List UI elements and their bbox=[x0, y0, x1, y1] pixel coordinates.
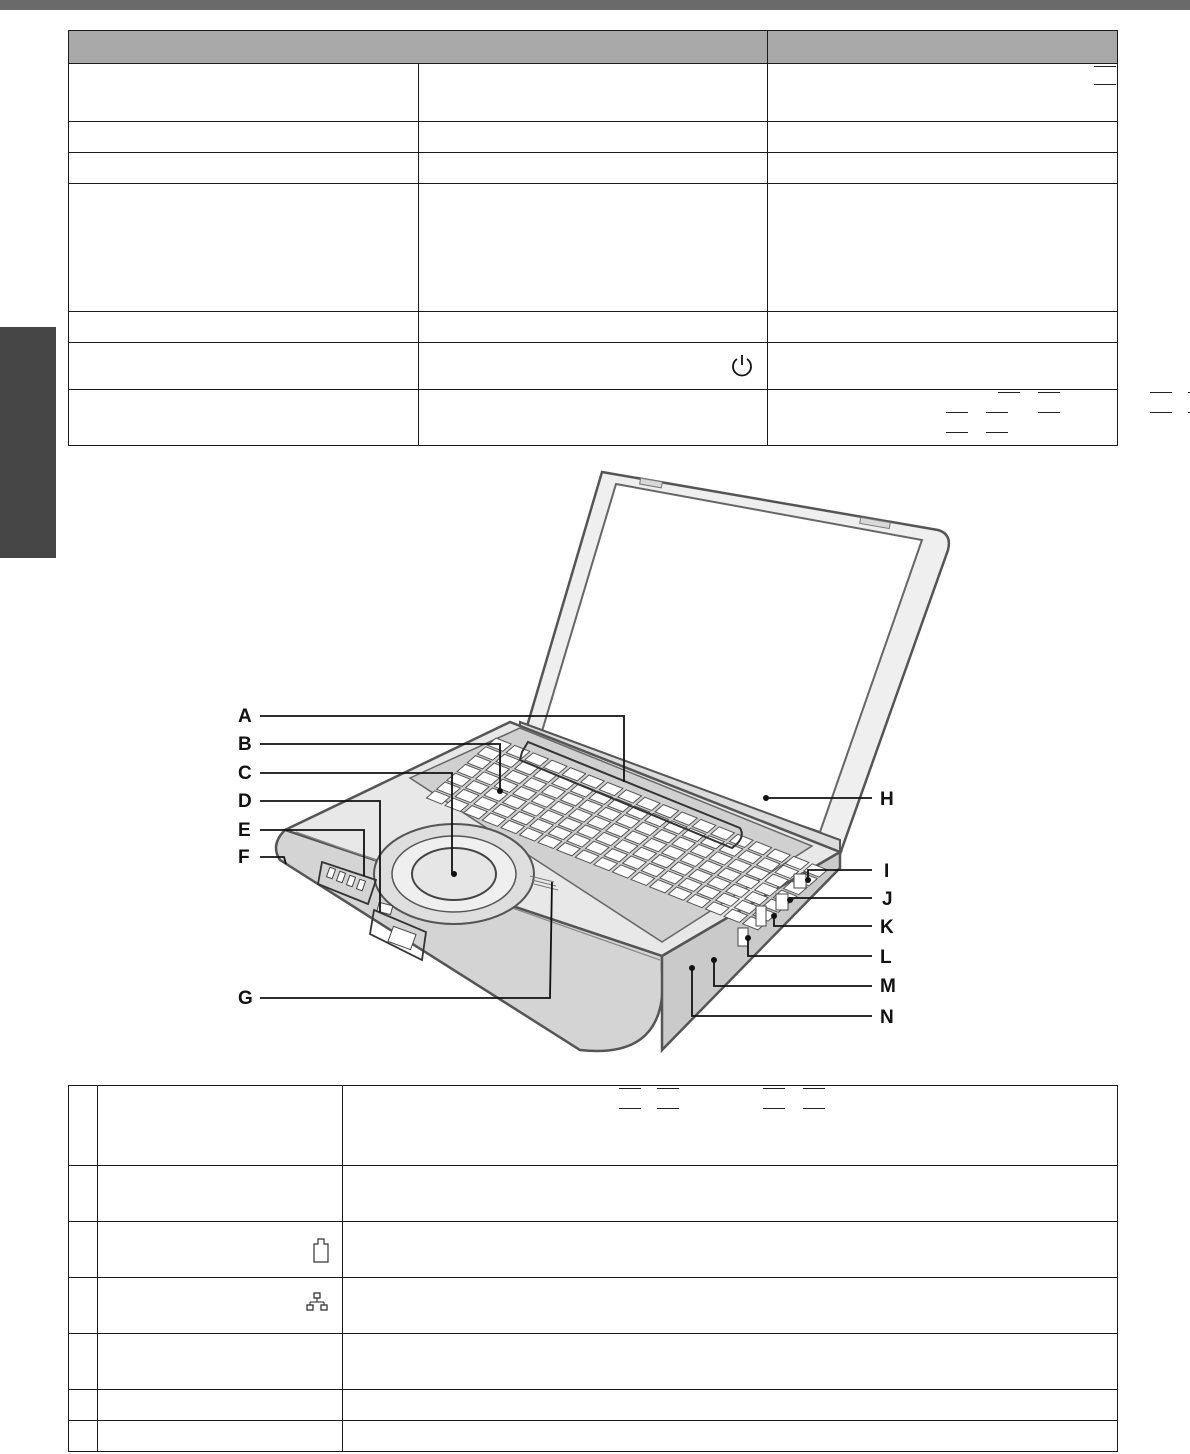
callout-label: H bbox=[880, 789, 894, 810]
lan-network-icon bbox=[306, 1292, 328, 1312]
table-row bbox=[69, 1086, 1118, 1166]
callout-label: K bbox=[880, 917, 894, 938]
callout-label: B bbox=[238, 734, 252, 755]
callout-label: C bbox=[238, 763, 252, 784]
modem-jack-icon bbox=[312, 1236, 330, 1264]
table-row bbox=[69, 1334, 1118, 1390]
key-underline bbox=[1094, 84, 1116, 85]
callout-label: L bbox=[880, 947, 892, 968]
callout-label: E bbox=[238, 820, 251, 841]
callout-label: D bbox=[238, 791, 252, 812]
callout-label: N bbox=[880, 1007, 894, 1028]
table-row bbox=[69, 122, 1118, 153]
callout-label: I bbox=[884, 861, 890, 882]
table-row bbox=[69, 343, 1118, 390]
callout-label: A bbox=[238, 706, 252, 727]
callout-label: J bbox=[882, 889, 893, 910]
table-row bbox=[69, 153, 1118, 184]
table-row bbox=[69, 1278, 1118, 1334]
table-header-desc-col bbox=[768, 31, 1118, 64]
table-row bbox=[69, 184, 1118, 312]
table-row bbox=[69, 1166, 1118, 1222]
key-underline bbox=[1094, 66, 1116, 67]
top-band bbox=[0, 0, 1190, 10]
parts-table-top bbox=[68, 30, 1118, 446]
table-row bbox=[69, 1390, 1118, 1421]
power-icon bbox=[729, 353, 755, 379]
callout-label: M bbox=[880, 976, 896, 997]
chapter-side-tab bbox=[0, 327, 56, 558]
callout-label: F bbox=[238, 847, 250, 868]
table-row bbox=[69, 312, 1118, 343]
parts-table-bottom bbox=[68, 1085, 1118, 1452]
table-row bbox=[69, 1421, 1118, 1452]
table-row bbox=[69, 390, 1118, 446]
callout-label: G bbox=[238, 988, 253, 1009]
laptop-illustration bbox=[200, 460, 980, 1080]
table-header-row bbox=[69, 31, 1118, 64]
table-row bbox=[69, 64, 1118, 122]
table-header-name-col bbox=[69, 31, 768, 64]
table-row bbox=[69, 1222, 1118, 1278]
